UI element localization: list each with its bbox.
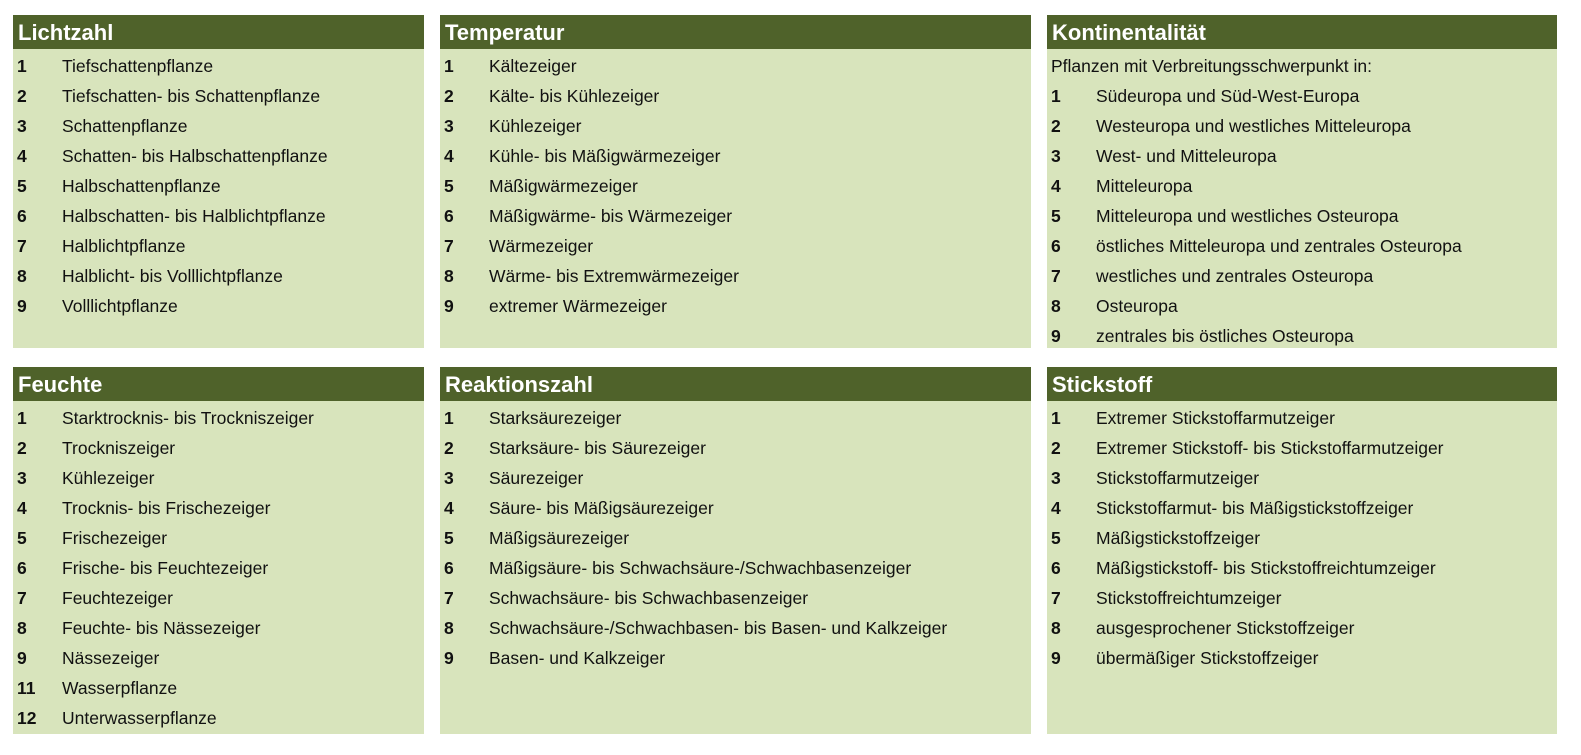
- panel-title: Lichtzahl: [13, 15, 424, 49]
- item-number: 3: [444, 116, 454, 136]
- item-description: Mäßigwärme- bis Wärmezeiger: [489, 206, 733, 226]
- list-item: [440, 111, 1031, 141]
- item-number: 2: [1051, 116, 1061, 136]
- panel-stickstoff: [1047, 367, 1557, 734]
- list-item: [13, 583, 424, 613]
- list-item: [440, 261, 1031, 291]
- list-item: [13, 291, 424, 321]
- panel-list: [440, 49, 1031, 321]
- item-number: 1: [17, 408, 27, 428]
- item-number: 6: [444, 558, 454, 578]
- list-item: [13, 141, 424, 171]
- list-item: [1047, 261, 1557, 291]
- item-description: Säure- bis Mäßigsäurezeiger: [489, 498, 714, 518]
- list-item: [440, 493, 1031, 523]
- item-number: 7: [444, 236, 454, 256]
- item-number: 3: [17, 116, 27, 136]
- item-description: Schwachsäure-/Schwachbasen- bis Basen- und Kalkzeiger: [489, 618, 948, 638]
- item-number: 9: [1051, 648, 1061, 668]
- item-description: extremer Wärmezeiger: [489, 296, 667, 316]
- item-number: 8: [444, 266, 454, 286]
- list-item: [1047, 493, 1557, 523]
- list-item: [440, 403, 1031, 433]
- item-description: Nässezeiger: [62, 648, 160, 668]
- item-description: Frische- bis Feuchtezeiger: [62, 558, 269, 578]
- item-number: 5: [1051, 528, 1061, 548]
- item-description: Schatten- bis Halbschattenpflanze: [62, 146, 328, 166]
- panel-reaktionszahl: [440, 367, 1031, 734]
- item-description: Trocknis- bis Frischezeiger: [62, 498, 271, 518]
- panel-title: Reaktionszahl: [440, 367, 1031, 401]
- panel-list: [1047, 49, 1557, 351]
- item-number: 4: [444, 498, 454, 518]
- item-number: 3: [444, 468, 454, 488]
- list-item: [13, 523, 424, 553]
- item-description: Mäßigwärmezeiger: [489, 176, 638, 196]
- item-number: 9: [1051, 326, 1061, 346]
- item-description: Mäßigstickstoff- bis Stickstoffreichtumzeiger: [1096, 558, 1436, 578]
- item-number: 9: [444, 296, 454, 316]
- panel-list: [440, 401, 1031, 673]
- list-item: [13, 553, 424, 583]
- list-item: [13, 81, 424, 111]
- panel-title: Kontinentalität: [1047, 15, 1557, 49]
- panel-lichtzahl: [13, 15, 424, 348]
- item-description: Frischezeiger: [62, 528, 168, 548]
- list-item: [1047, 613, 1557, 643]
- item-description: Südeuropa und Süd-West-Europa: [1096, 86, 1360, 106]
- item-number: 9: [17, 648, 27, 668]
- item-description: zentrales bis östliches Osteuropa: [1096, 326, 1354, 346]
- item-number: 4: [444, 146, 454, 166]
- item-description: Wasserpflanze: [62, 678, 178, 698]
- item-description: Kühlezeiger: [489, 116, 582, 136]
- list-item: [440, 433, 1031, 463]
- panel-title: Temperatur: [440, 15, 1031, 49]
- list-item: [1047, 231, 1557, 261]
- item-number: 9: [17, 296, 27, 316]
- item-description: Mäßigstickstoffzeiger: [1096, 528, 1261, 548]
- item-description: Kälte- bis Kühlezeiger: [489, 86, 660, 106]
- panel-title: Feuchte: [13, 367, 424, 401]
- list-item: [1047, 201, 1557, 231]
- list-item: [1047, 291, 1557, 321]
- item-description: Mitteleuropa: [1096, 176, 1193, 196]
- item-description: Wärme- bis Extremwärmezeiger: [489, 266, 739, 286]
- item-description: Mitteleuropa und westliches Osteuropa: [1096, 206, 1399, 226]
- item-number: 8: [1051, 618, 1061, 638]
- list-item: [440, 171, 1031, 201]
- item-number: 6: [17, 558, 27, 578]
- item-number: 7: [1051, 588, 1061, 608]
- item-description: Schattenpflanze: [62, 116, 188, 136]
- item-number: 2: [17, 86, 27, 106]
- item-number: 7: [444, 588, 454, 608]
- item-number: 4: [1051, 176, 1061, 196]
- panel-list: [13, 49, 424, 321]
- list-item: [440, 583, 1031, 613]
- item-description: Kühlezeiger: [62, 468, 155, 488]
- item-number: 8: [444, 618, 454, 638]
- item-number: 2: [17, 438, 27, 458]
- item-number: 5: [1051, 206, 1061, 226]
- item-description: Basen- und Kalkzeiger: [489, 648, 666, 668]
- list-item: [13, 673, 424, 703]
- item-number: 3: [1051, 468, 1061, 488]
- list-item: [13, 51, 424, 81]
- item-description: Schwachsäure- bis Schwachbasenzeiger: [489, 588, 809, 608]
- item-description: Tiefschatten- bis Schattenpflanze: [62, 86, 321, 106]
- item-number: 11: [17, 678, 36, 698]
- list-item: [13, 703, 424, 733]
- list-item: [13, 463, 424, 493]
- item-description: Starktrocknis- bis Trockniszeiger: [62, 408, 314, 428]
- item-number: 6: [1051, 558, 1061, 578]
- item-number: 4: [17, 146, 27, 166]
- list-item: [1047, 553, 1557, 583]
- list-item: [440, 643, 1031, 673]
- item-description: Stickstoffarmutzeiger: [1096, 468, 1260, 488]
- item-description: Unterwasserpflanze: [62, 708, 217, 728]
- list-item: [13, 111, 424, 141]
- list-item: [13, 403, 424, 433]
- list-item: [440, 291, 1031, 321]
- item-description: Säurezeiger: [489, 468, 584, 488]
- item-description: Wärmezeiger: [489, 236, 594, 256]
- item-number: 8: [17, 618, 27, 638]
- item-description: Starksäurezeiger: [489, 408, 622, 428]
- list-item: [13, 261, 424, 291]
- panel-kontinentalitaet: [1047, 15, 1557, 348]
- item-description: östliches Mitteleuropa und zentrales Osteuropa: [1096, 236, 1462, 256]
- item-description: Mäßigsäure- bis Schwachsäure-/Schwachbasenzeiger: [489, 558, 912, 578]
- item-description: Extremer Stickstoff- bis Stickstoffarmutzeiger: [1096, 438, 1444, 458]
- list-item: [1047, 433, 1557, 463]
- item-number: 7: [17, 236, 27, 256]
- list-item: [440, 613, 1031, 643]
- item-number: 8: [17, 266, 27, 286]
- item-description: ausgesprochener Stickstoffzeiger: [1096, 618, 1355, 638]
- item-number: 1: [444, 56, 454, 76]
- list-item: [1047, 643, 1557, 673]
- list-item: [1047, 141, 1557, 171]
- item-number: 1: [444, 408, 454, 428]
- list-item: [13, 433, 424, 463]
- item-description: Halblichtpflanze: [62, 236, 186, 256]
- item-description: Halbschatten- bis Halblichtpflanze: [62, 206, 326, 226]
- item-number: 5: [17, 176, 27, 196]
- item-description: Starksäure- bis Säurezeiger: [489, 438, 706, 458]
- item-number: 4: [17, 498, 27, 518]
- panel-title: Stickstoff: [1047, 367, 1557, 401]
- list-item: [1047, 583, 1557, 613]
- item-number: 3: [1051, 146, 1061, 166]
- panel-feuchte: [13, 367, 424, 734]
- list-item: [440, 231, 1031, 261]
- list-item: [1047, 111, 1557, 141]
- list-item: [1047, 463, 1557, 493]
- item-description: westliches und zentrales Osteuropa: [1096, 266, 1374, 286]
- list-item: [440, 51, 1031, 81]
- item-description: Tiefschattenpflanze: [62, 56, 214, 76]
- item-number: 5: [444, 176, 454, 196]
- item-number: 7: [17, 588, 27, 608]
- item-description: Extremer Stickstoffarmutzeiger: [1096, 408, 1335, 428]
- item-description: Kältezeiger: [489, 56, 577, 76]
- list-item: [13, 171, 424, 201]
- item-number: 2: [444, 438, 454, 458]
- panel-temperatur: [440, 15, 1031, 348]
- item-number: 1: [17, 56, 27, 76]
- list-item: [13, 201, 424, 231]
- item-number: 4: [1051, 498, 1061, 518]
- item-description: Kühle- bis Mäßigwärmezeiger: [489, 146, 721, 166]
- item-description: Stickstoffarmut- bis Mäßigstickstoffzeiger: [1096, 498, 1414, 518]
- item-description: Halblicht- bis Volllichtpflanze: [62, 266, 283, 286]
- item-description: Westeuropa und westliches Mitteleuropa: [1096, 116, 1411, 136]
- item-number: 7: [1051, 266, 1061, 286]
- list-item: [13, 231, 424, 261]
- list-item: [1047, 523, 1557, 553]
- list-item: [440, 81, 1031, 111]
- item-number: 8: [1051, 296, 1061, 316]
- item-number: 5: [444, 528, 454, 548]
- list-item: [1047, 171, 1557, 201]
- list-item: [440, 523, 1031, 553]
- item-number: 5: [17, 528, 27, 548]
- item-number: 6: [444, 206, 454, 226]
- item-description: Trockniszeiger: [62, 438, 176, 458]
- item-description: Stickstoffreichtumzeiger: [1096, 588, 1282, 608]
- list-item: [13, 643, 424, 673]
- item-description: Feuchte- bis Nässezeiger: [62, 618, 261, 638]
- item-description: Halbschattenpflanze: [62, 176, 221, 196]
- item-number: 6: [17, 206, 27, 226]
- item-number: 1: [1051, 408, 1061, 428]
- list-item: [440, 141, 1031, 171]
- list-item: [440, 553, 1031, 583]
- list-item: [440, 201, 1031, 231]
- item-number: 12: [17, 708, 37, 728]
- item-number: 2: [444, 86, 454, 106]
- list-item: [1047, 403, 1557, 433]
- list-item: [13, 613, 424, 643]
- list-item: [1047, 321, 1557, 351]
- item-number: 6: [1051, 236, 1061, 256]
- item-number: 9: [444, 648, 454, 668]
- item-description: West- und Mitteleuropa: [1096, 146, 1277, 166]
- panel-list: [1047, 401, 1557, 673]
- item-number: 1: [1051, 86, 1061, 106]
- list-item: [1047, 81, 1557, 111]
- item-description: Mäßigsäurezeiger: [489, 528, 630, 548]
- item-description: übermäßiger Stickstoffzeiger: [1096, 648, 1319, 668]
- item-number: 3: [17, 468, 27, 488]
- list-item: [13, 493, 424, 523]
- item-description: Volllichtpflanze: [62, 296, 178, 316]
- item-description: Osteuropa: [1096, 296, 1178, 316]
- list-item: [440, 463, 1031, 493]
- panel-intro: Pflanzen mit Verbreitungsschwerpunkt in:: [1051, 56, 1372, 76]
- item-description: Feuchtezeiger: [62, 588, 173, 608]
- panel-list: [13, 401, 424, 733]
- item-number: 2: [1051, 438, 1061, 458]
